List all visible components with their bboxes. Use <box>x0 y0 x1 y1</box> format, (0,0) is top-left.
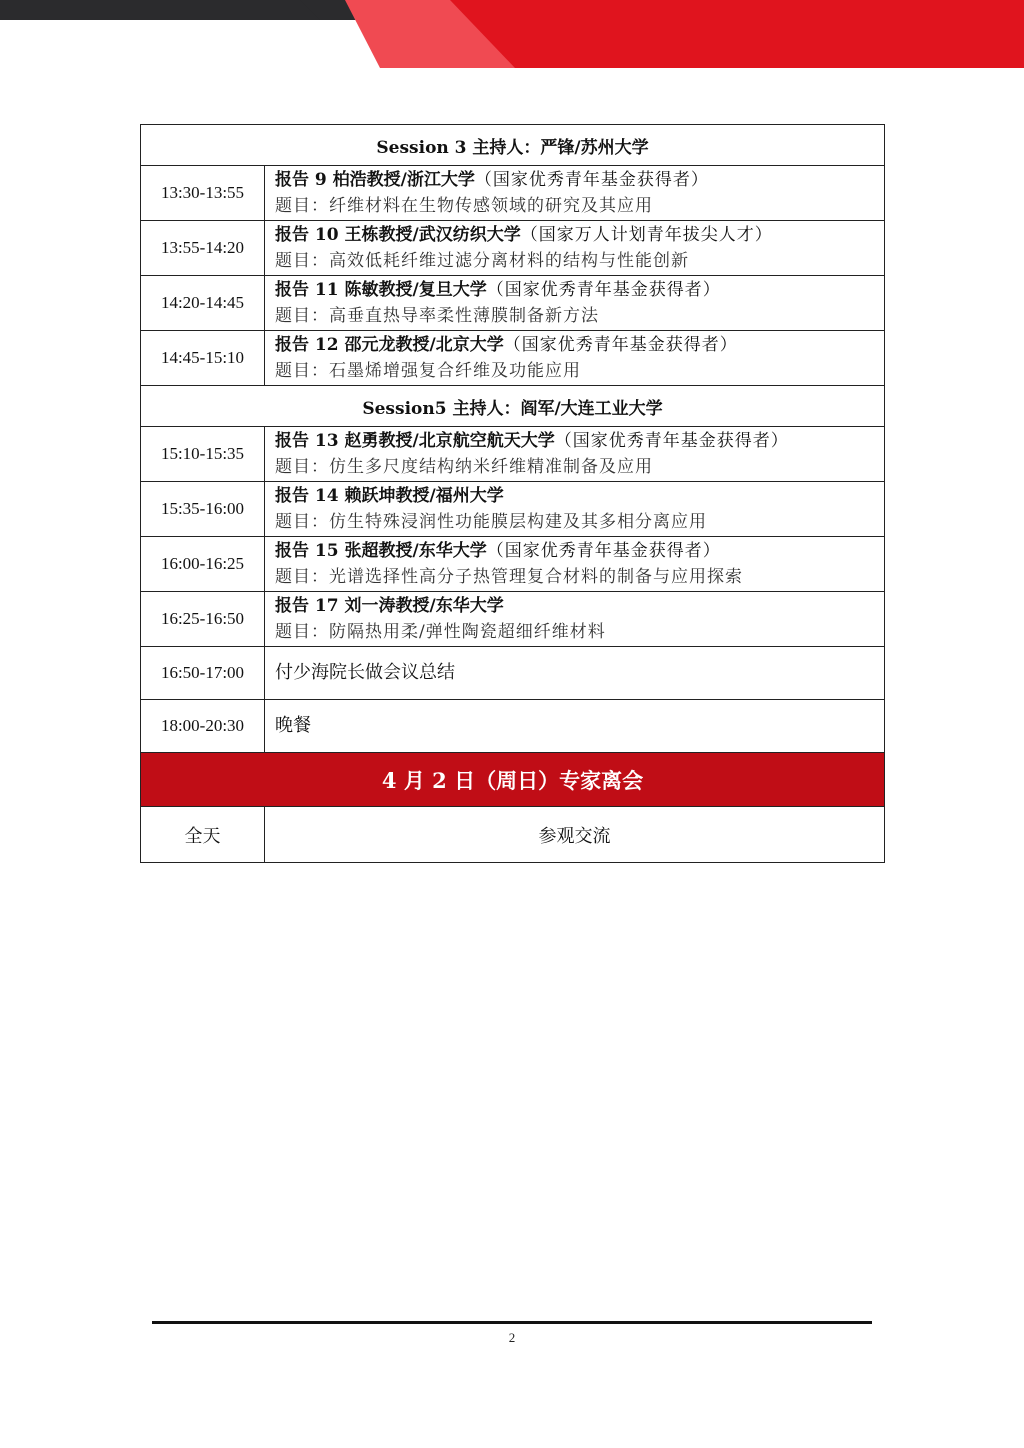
header-red-band <box>450 0 1024 68</box>
table-row <box>141 427 885 482</box>
talk-speaker: 报告 12 邵元龙教授/北京大学 <box>275 335 504 355</box>
talk-cell <box>265 276 885 331</box>
talk-heading <box>275 483 884 509</box>
time-cell: 16:25-16:50 <box>141 592 265 647</box>
talk-title: 题目：高效低耗纤维过滤分离材料的结构与性能创新 <box>275 251 689 271</box>
talk-cell <box>265 482 885 537</box>
time-cell: 16:00-16:25 <box>141 537 265 592</box>
closing-item-text: 晚餐 <box>265 700 885 753</box>
talk-speaker: 报告 15 张超教授/东华大学 <box>275 541 487 561</box>
talk-title: 题目：仿生多尺度结构纳米纤维精准制备及应用 <box>275 457 653 477</box>
talk-cell <box>265 331 885 386</box>
table-row <box>141 482 885 537</box>
session-title: Session 3 主持人：严锋/苏州大学 <box>141 125 885 166</box>
talk-title: 题目：防隔热用柔/弹性陶瓷超细纤维材料 <box>275 622 606 642</box>
time-cell: 18:00-20:30 <box>141 700 265 753</box>
talk-honor: （国家万人计划青年拔尖人才） <box>520 225 773 245</box>
talk-speaker: 报告 14 赖跃坤教授/福州大学 <box>275 486 504 506</box>
talk-title: 题目：高垂直热导率柔性薄膜制备新方法 <box>275 306 599 326</box>
time-cell: 16:50-17:00 <box>141 647 265 700</box>
talk-cell <box>265 166 885 221</box>
table-row <box>141 537 885 592</box>
talk-honor: （国家优秀青年基金获得者） <box>554 431 789 451</box>
talk-cell <box>265 427 885 482</box>
talk-honor: （国家优秀青年基金获得者） <box>503 335 738 355</box>
schedule-table <box>140 124 885 863</box>
talk-heading <box>275 222 884 248</box>
table-row <box>141 166 885 221</box>
talk-heading <box>275 538 884 564</box>
header-decoration <box>0 0 1024 68</box>
time-cell: 13:30-13:55 <box>141 166 265 221</box>
talk-heading <box>275 277 884 303</box>
session-header-row <box>141 125 885 166</box>
time-cell: 全天 <box>141 807 265 863</box>
activity-cell: 参观交流 <box>265 807 885 863</box>
talk-heading <box>275 332 884 358</box>
table-row <box>141 331 885 386</box>
talk-speaker: 报告 10 王栋教授/武汉纺织大学 <box>275 225 521 245</box>
footer-rule <box>152 1321 872 1324</box>
talk-speaker: 报告 17 刘一涛教授/东华大学 <box>275 596 504 616</box>
time-cell: 14:20-14:45 <box>141 276 265 331</box>
table-row <box>141 647 885 700</box>
day-title: 4 月 2 日（周日）专家离会 <box>141 753 885 807</box>
talk-honor: （国家优秀青年基金获得者） <box>486 541 721 561</box>
talk-title: 题目：仿生特殊浸润性功能膜层构建及其多相分离应用 <box>275 512 707 532</box>
talk-cell <box>265 221 885 276</box>
talk-heading <box>275 593 884 619</box>
session-title: Session5 主持人：阎军/大连工业大学 <box>141 386 885 427</box>
talk-title: 题目：光谱选择性高分子热管理复合材料的制备与应用探索 <box>275 567 743 587</box>
table-row <box>141 592 885 647</box>
talk-heading <box>275 167 884 193</box>
talk-cell <box>265 592 885 647</box>
table-row <box>141 221 885 276</box>
table-row <box>141 807 885 863</box>
talk-honor: （国家优秀青年基金获得者） <box>486 280 721 300</box>
table-row <box>141 276 885 331</box>
talk-speaker: 报告 13 赵勇教授/北京航空航天大学 <box>275 431 555 451</box>
session-header-row <box>141 386 885 427</box>
day-header-row <box>141 753 885 807</box>
time-cell: 15:35-16:00 <box>141 482 265 537</box>
talk-speaker: 报告 11 陈敏教授/复旦大学 <box>275 280 487 300</box>
time-cell: 15:10-15:35 <box>141 427 265 482</box>
talk-cell <box>265 537 885 592</box>
talk-speaker: 报告 9 柏浩教授/浙江大学 <box>275 170 475 190</box>
page-number: 2 <box>508 1330 516 1345</box>
talk-honor: （国家优秀青年基金获得者） <box>474 170 709 190</box>
time-cell: 14:45-15:10 <box>141 331 265 386</box>
talk-title: 题目：石墨烯增强复合纤维及功能应用 <box>275 361 581 381</box>
time-cell: 13:55-14:20 <box>141 221 265 276</box>
talk-heading <box>275 428 884 454</box>
closing-item-text: 付少海院长做会议总结 <box>265 647 885 700</box>
talk-title: 题目：纤维材料在生物传感领域的研究及其应用 <box>275 196 653 216</box>
table-row <box>141 700 885 753</box>
